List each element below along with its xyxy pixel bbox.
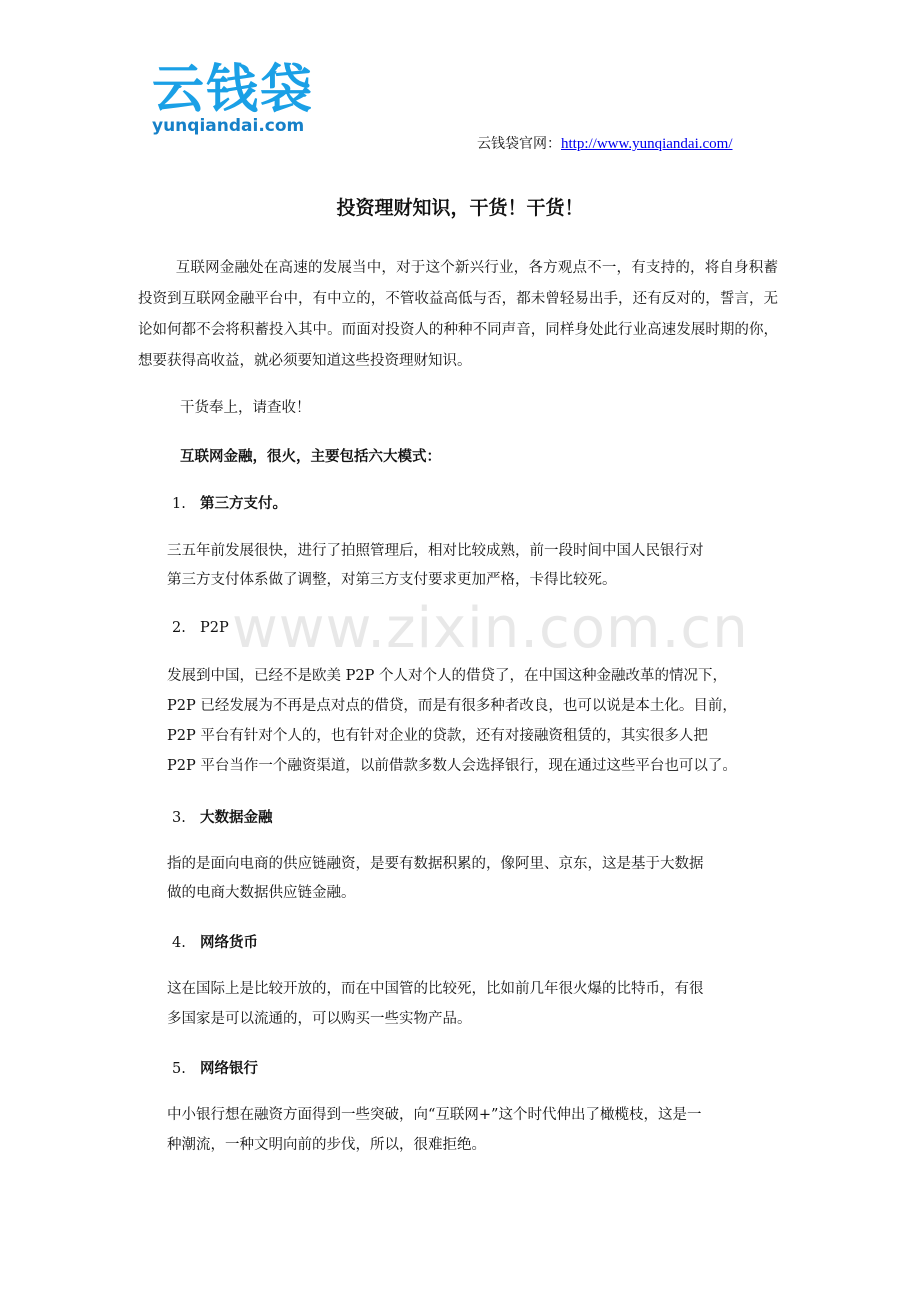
section-2-line-4: P2P 平台当作一个融资渠道，以前借款多数人会选择银行，现在通过这些平台也可以了。	[167, 758, 737, 774]
section-heading-5	[172, 1054, 258, 1084]
section-subtitle: 互联网金融，很火，主要包括六大模式：	[180, 448, 441, 465]
section-2-line-1: 发展到中国，已经不是欧美 P2P 个人对个人的借贷了，在中国这种金融改革的情况下，	[167, 668, 727, 684]
section-title: 第三方支付。	[200, 495, 287, 512]
section-5-line-2: 种潮流，一种文明向前的步伐，所以，很难拒绝。	[167, 1137, 486, 1153]
section-number: 2.	[172, 620, 186, 636]
section-title: P2P	[200, 620, 229, 636]
section-3-line-2: 做的电商大数据供应链金融。	[167, 885, 356, 901]
section-heading-4	[172, 928, 258, 958]
section-heading-1	[172, 489, 287, 519]
section-number: 5.	[172, 1061, 186, 1077]
intro-paragraph: 互联网金融处在高速的发展当中，对于这个新兴行业，各方观点不一，有支持的，将自身积蓄投资到互联网金融平台中，有中立的，不管收益高低与否，都未曾轻易出手，还有反对的，誓言，无论如何都不会将积蓄投入其中。而面对投资人的种种不同声音，同样身处此行业高速发展时期的你，想要获得高收益，就必须要知道这些投资理财知识。	[138, 260, 778, 369]
section-4-line-1: 这在国际上是比较开放的，而在中国管的比较死，比如前几年很火爆的比特币，有很	[167, 981, 704, 997]
page-title: 投资理财知识，干货！干货！	[336, 197, 584, 219]
section-number: 1.	[172, 496, 186, 512]
official-site-link[interactable]: http://www.yunqiandai.com/	[561, 136, 733, 152]
official-site-line	[477, 134, 733, 154]
section-number: 3.	[172, 810, 186, 826]
official-site-label: 云钱袋官网：	[477, 136, 561, 152]
section-heading-2	[172, 614, 229, 643]
section-4-line-2: 多国家是可以流通的，可以购买一些实物产品。	[167, 1011, 472, 1027]
logo-chinese-text: 云钱袋	[152, 60, 315, 120]
section-2-line-2: P2P 已经发展为不再是点对点的借贷，而是有很多种者改良，也可以说是本土化。目前，	[167, 698, 737, 714]
section-1-line-2: 第三方支付体系做了调整，对第三方支付要求更加严格，卡得比较死。	[167, 572, 617, 588]
section-title: 网络货币	[200, 934, 258, 951]
section-title: 大数据金融	[200, 809, 273, 826]
section-number: 4.	[172, 935, 186, 951]
section-1-line-1: 三五年前发展很快，进行了拍照管理后，相对比较成熟，前一段时间中国人民银行对	[167, 543, 704, 559]
section-heading-3	[172, 803, 273, 833]
section-2-line-3: P2P 平台有针对个人的，也有针对企业的贷款，还有对接融资租赁的，其实很多人把	[167, 728, 708, 744]
yunqiandai-logo	[152, 62, 332, 140]
section-5-line-1: 中小银行想在融资方面得到一些突破，向“互联网+”这个时代伸出了橄榄枝，这是一	[167, 1107, 702, 1123]
section-title: 网络银行	[200, 1060, 258, 1077]
watermark: www.zixin.com.cn	[232, 596, 749, 661]
section-3-line-1: 指的是面向电商的供应链融资，是要有数据积累的，像阿里、京东，这是基于大数据	[167, 856, 704, 872]
lead-text: 干货奉上，请查收！	[180, 400, 311, 416]
logo-domain-text: yunqiandai.com	[152, 116, 305, 136]
